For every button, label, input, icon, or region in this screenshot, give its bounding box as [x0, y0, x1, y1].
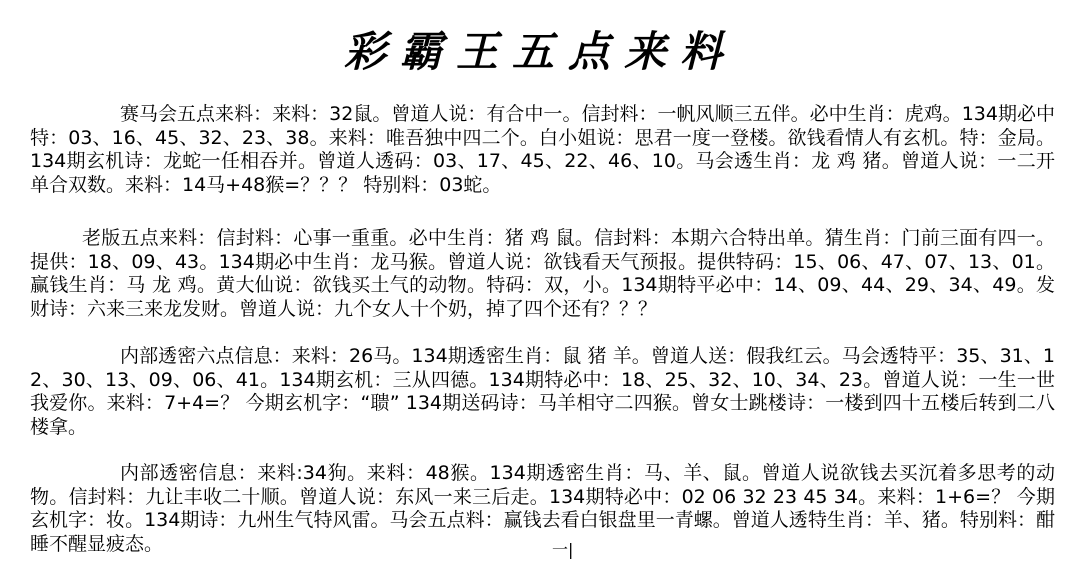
- footer-mark: 一|: [552, 540, 574, 559]
- paragraph-internal-six-point: 内部透密六点信息：来料：26马。134期透密生肖：鼠 猪 羊。曾道人送：假我红云。马会透特平：35、31、12、30、13、09、06、41。134期玄机：三从四德。134期特必中：18、25、32、10、34、23。曾道人说：一生一世我爱你。来料：7+4=？ 今期玄机字：“聩” 134期送码诗：马羊相守二四猴。曾女士跳楼诗：一楼到四十五楼后转到二八楼拿。: [30, 345, 1055, 438]
- paragraph-internal-info: 内部透密信息：来料:34狗。来料：48猴。134期透密生肖：马、羊、鼠。曾道人说欲钱去买沉着多思考的动物。信封料：九让丰收二十顺。曾道人说：东风一来三后走。134期特必中：02 06 32 23 45 34。来料：1+6=？ 今期玄机字：妆。134期诗：九州生气特风雷。马会五点料：赢钱去看白银盘里一青螺。曾道人透特生肖：羊、猪。特别料：酣睡不醒显疲态。: [30, 462, 1055, 555]
- paragraph-horse-club-five-point: 赛马会五点来料：来料：32鼠。曾道人说：有合中一。信封料：一帆风顺三五伴。必中生肖：虎鸡。134期必中特：03、16、45、32、23、38。来料：唯吾独中四二个。白小姐说：思君一度一登楼。欲钱看情人有玄机。特：金局。134期玄机诗：龙蛇一任相吞并。曾道人透码：03、17、45、22、46、10。马会透生肖：龙 鸡 猪。曾道人说：一二开单合双数。来料：14马+48猴=？？？ 特别料：03蛇。: [30, 103, 1055, 196]
- page-title: 彩霸王五点来料: [343, 27, 736, 76]
- paragraph-old-edition-five-point: 老版五点来料：信封料：心事一重重。必中生肖：猪 鸡 鼠。信封料：本期六合特出单。猜生肖：门前三面有四一。提供：18、09、43。134期必中生肖：龙马猴。曾道人说：欲钱看天气预报。提供特码：15、06、47、07、13、01。赢钱生肖：马 龙 鸡。黄大仙说：欲钱买土气的动物。特码：双，小。134期特平必中：14、09、44、29、34、49。发财诗：六来三来龙发财。曾道人说：九个女人十个奶，掉了四个还有？？？: [30, 227, 1055, 320]
